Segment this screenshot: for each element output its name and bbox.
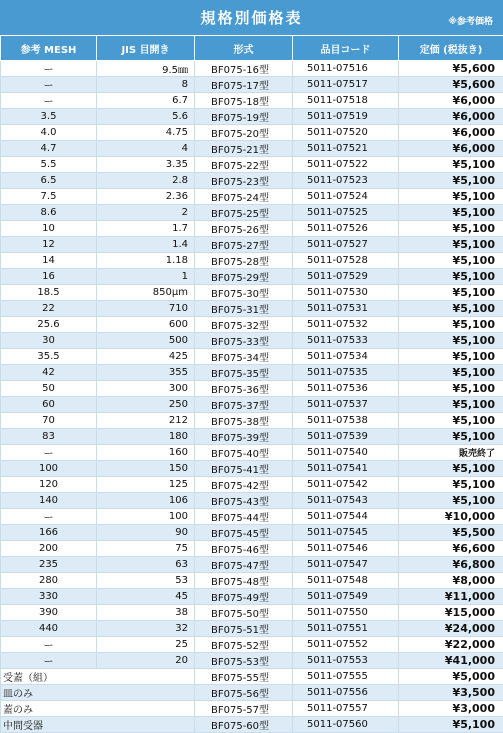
model-cell: BF075-56型	[195, 685, 293, 701]
table-row	[1, 701, 503, 717]
mesh-cell: ー	[1, 653, 97, 669]
model-cell: BF075-35型	[195, 365, 293, 381]
table-row	[1, 509, 503, 525]
mesh-cell: 3.5	[1, 109, 97, 125]
mesh-cell: 6.5	[1, 173, 97, 189]
mesh-cell: 390	[1, 605, 97, 621]
model-cell: BF075-19型	[195, 109, 293, 125]
jis-cell: 1	[97, 269, 195, 285]
table-row	[1, 205, 503, 221]
model-cell: BF075-39型	[195, 429, 293, 445]
code-cell: 5011-07556	[293, 685, 399, 701]
code-cell: 5011-07546	[293, 541, 399, 557]
table-row	[1, 269, 503, 285]
price-cell: ¥6,000	[399, 109, 503, 125]
table-row	[1, 541, 503, 557]
model-cell: BF075-55型	[195, 669, 293, 685]
price-cell: ¥3,000	[399, 701, 503, 717]
price-cell: ¥6,000	[399, 141, 503, 157]
jis-cell: 500	[97, 333, 195, 349]
mesh-cell: ー	[1, 61, 97, 77]
mesh-cell: 7.5	[1, 189, 97, 205]
price-cell: ¥5,100	[399, 381, 503, 397]
price-cell: ¥5,100	[399, 365, 503, 381]
model-cell: BF075-31型	[195, 301, 293, 317]
code-cell: 5011-07560	[293, 717, 399, 733]
table-row	[1, 77, 503, 93]
jis-cell: 2	[97, 205, 195, 221]
code-cell: 5011-07538	[293, 413, 399, 429]
jis-cell: 9.5㎜	[97, 61, 195, 77]
model-cell: BF075-52型	[195, 637, 293, 653]
mesh-cell: 18.5	[1, 285, 97, 301]
code-cell: 5011-07527	[293, 237, 399, 253]
jis-cell: 32	[97, 621, 195, 637]
table-row	[1, 557, 503, 573]
price-cell: ¥5,100	[399, 493, 503, 509]
code-cell: 5011-07524	[293, 189, 399, 205]
code-cell: 5011-07545	[293, 525, 399, 541]
price-cell: 販売終了	[399, 445, 503, 461]
price-cell: ¥5,100	[399, 413, 503, 429]
table-row	[1, 93, 503, 109]
table-row	[1, 365, 503, 381]
mesh-cell: ー	[1, 509, 97, 525]
mesh-cell: 35.5	[1, 349, 97, 365]
mesh-cell: 83	[1, 429, 97, 445]
jis-cell: 150	[97, 461, 195, 477]
price-cell: ¥6,000	[399, 93, 503, 109]
mesh-cell: 330	[1, 589, 97, 605]
code-cell: 5011-07516	[293, 61, 399, 77]
price-cell: ¥11,000	[399, 589, 503, 605]
mesh-cell: 10	[1, 221, 97, 237]
jis-cell: 25	[97, 637, 195, 653]
price-table	[0, 35, 503, 733]
price-cell: ¥5,100	[399, 221, 503, 237]
mesh-cell: 60	[1, 397, 97, 413]
jis-cell: 180	[97, 429, 195, 445]
price-cell: ¥41,000	[399, 653, 503, 669]
model-cell: BF075-22型	[195, 157, 293, 173]
table-row	[1, 669, 503, 685]
code-cell: 5011-07536	[293, 381, 399, 397]
jis-cell: 1.4	[97, 237, 195, 253]
model-cell: BF075-23型	[195, 173, 293, 189]
mesh-cell: 166	[1, 525, 97, 541]
table-row	[1, 685, 503, 701]
mesh-cell: 4.7	[1, 141, 97, 157]
price-cell: ¥15,000	[399, 605, 503, 621]
table-row	[1, 173, 503, 189]
code-cell: 5011-07535	[293, 365, 399, 381]
code-cell: 5011-07520	[293, 125, 399, 141]
price-cell: ¥5,100	[399, 173, 503, 189]
table-row	[1, 621, 503, 637]
code-cell: 5011-07555	[293, 669, 399, 685]
model-cell: BF075-38型	[195, 413, 293, 429]
table-row	[1, 477, 503, 493]
header-jis: JIS 目開き	[97, 36, 195, 61]
mesh-cell: 22	[1, 301, 97, 317]
code-cell: 5011-07519	[293, 109, 399, 125]
code-cell: 5011-07541	[293, 461, 399, 477]
table-row	[1, 253, 503, 269]
table-row	[1, 221, 503, 237]
accessory-name-cell: 受蓋（組）	[1, 669, 195, 685]
header-model: 形式	[195, 36, 293, 61]
header-price: 定価 (税抜き)	[399, 36, 503, 61]
header-mesh: 参考 MESH	[1, 36, 97, 61]
mesh-cell: 120	[1, 477, 97, 493]
table-row	[1, 349, 503, 365]
mesh-cell: ー	[1, 445, 97, 461]
code-cell: 5011-07539	[293, 429, 399, 445]
price-cell: ¥8,000	[399, 573, 503, 589]
price-cell: ¥6,800	[399, 557, 503, 573]
model-cell: BF075-17型	[195, 77, 293, 93]
header-code: 品目コード	[293, 36, 399, 61]
jis-cell: 160	[97, 445, 195, 461]
mesh-cell: 16	[1, 269, 97, 285]
table-row	[1, 285, 503, 301]
price-cell: ¥3,500	[399, 685, 503, 701]
code-cell: 5011-07525	[293, 205, 399, 221]
mesh-cell: ー	[1, 637, 97, 653]
jis-cell: 90	[97, 525, 195, 541]
code-cell: 5011-07523	[293, 173, 399, 189]
table-row	[1, 717, 503, 733]
jis-cell: 20	[97, 653, 195, 669]
mesh-cell: 235	[1, 557, 97, 573]
price-cell: ¥22,000	[399, 637, 503, 653]
mesh-cell: 42	[1, 365, 97, 381]
table-row	[1, 573, 503, 589]
jis-cell: 300	[97, 381, 195, 397]
jis-cell: 2.36	[97, 189, 195, 205]
code-cell: 5011-07531	[293, 301, 399, 317]
page-title: 規格別価格表	[0, 7, 503, 28]
price-cell: ¥5,100	[399, 317, 503, 333]
model-cell: BF075-36型	[195, 381, 293, 397]
mesh-cell: 12	[1, 237, 97, 253]
price-cell: ¥5,100	[399, 189, 503, 205]
model-cell: BF075-48型	[195, 573, 293, 589]
model-cell: BF075-30型	[195, 285, 293, 301]
mesh-cell: 200	[1, 541, 97, 557]
jis-cell: 63	[97, 557, 195, 573]
model-cell: BF075-49型	[195, 589, 293, 605]
price-cell: ¥5,100	[399, 237, 503, 253]
table-row	[1, 237, 503, 253]
price-cell: ¥5,100	[399, 253, 503, 269]
header-row	[1, 36, 503, 61]
table-row	[1, 109, 503, 125]
reference-price-note: ※参考価格	[448, 14, 493, 27]
mesh-cell: 140	[1, 493, 97, 509]
code-cell: 5011-07543	[293, 493, 399, 509]
price-cell: ¥24,000	[399, 621, 503, 637]
model-cell: BF075-18型	[195, 93, 293, 109]
model-cell: BF075-45型	[195, 525, 293, 541]
model-cell: BF075-16型	[195, 61, 293, 77]
jis-cell: 75	[97, 541, 195, 557]
price-cell: ¥5,100	[399, 717, 503, 733]
mesh-cell: ー	[1, 77, 97, 93]
code-cell: 5011-07517	[293, 77, 399, 93]
price-cell: ¥5,100	[399, 301, 503, 317]
code-cell: 5011-07542	[293, 477, 399, 493]
model-cell: BF075-46型	[195, 541, 293, 557]
mesh-cell: 4.0	[1, 125, 97, 141]
model-cell: BF075-60型	[195, 717, 293, 733]
price-cell: ¥5,500	[399, 525, 503, 541]
code-cell: 5011-07530	[293, 285, 399, 301]
code-cell: 5011-07553	[293, 653, 399, 669]
table-row	[1, 637, 503, 653]
code-cell: 5011-07532	[293, 317, 399, 333]
accessory-name-cell: 蓋のみ	[1, 701, 195, 717]
price-cell: ¥5,600	[399, 61, 503, 77]
model-cell: BF075-21型	[195, 141, 293, 157]
model-cell: BF075-50型	[195, 605, 293, 621]
jis-cell: 38	[97, 605, 195, 621]
mesh-cell: 50	[1, 381, 97, 397]
model-cell: BF075-47型	[195, 557, 293, 573]
code-cell: 5011-07557	[293, 701, 399, 717]
table-row	[1, 413, 503, 429]
price-cell: ¥5,100	[399, 349, 503, 365]
jis-cell: 106	[97, 493, 195, 509]
table-row	[1, 333, 503, 349]
table-row	[1, 381, 503, 397]
jis-cell: 355	[97, 365, 195, 381]
price-cell: ¥10,000	[399, 509, 503, 525]
jis-cell: 8	[97, 77, 195, 93]
code-cell: 5011-07526	[293, 221, 399, 237]
table-row	[1, 125, 503, 141]
table-row	[1, 653, 503, 669]
model-cell: BF075-29型	[195, 269, 293, 285]
jis-cell: 850μm	[97, 285, 195, 301]
table-row	[1, 493, 503, 509]
table-row	[1, 605, 503, 621]
mesh-cell: 30	[1, 333, 97, 349]
code-cell: 5011-07548	[293, 573, 399, 589]
price-cell: ¥5,100	[399, 461, 503, 477]
jis-cell: 250	[97, 397, 195, 413]
code-cell: 5011-07522	[293, 157, 399, 173]
model-cell: BF075-28型	[195, 253, 293, 269]
model-cell: BF075-27型	[195, 237, 293, 253]
price-cell: ¥5,100	[399, 269, 503, 285]
code-cell: 5011-07551	[293, 621, 399, 637]
code-cell: 5011-07518	[293, 93, 399, 109]
table-row	[1, 141, 503, 157]
jis-cell: 425	[97, 349, 195, 365]
table-row	[1, 61, 503, 77]
table-row	[1, 589, 503, 605]
table-row	[1, 429, 503, 445]
model-cell: BF075-34型	[195, 349, 293, 365]
jis-cell: 45	[97, 589, 195, 605]
price-cell: ¥5,100	[399, 157, 503, 173]
mesh-cell: ー	[1, 93, 97, 109]
code-cell: 5011-07544	[293, 509, 399, 525]
table-row	[1, 525, 503, 541]
code-cell: 5011-07534	[293, 349, 399, 365]
jis-cell: 6.7	[97, 93, 195, 109]
model-cell: BF075-25型	[195, 205, 293, 221]
price-cell: ¥5,000	[399, 669, 503, 685]
price-cell: ¥6,000	[399, 125, 503, 141]
jis-cell: 600	[97, 317, 195, 333]
mesh-cell: 8.6	[1, 205, 97, 221]
jis-cell: 2.8	[97, 173, 195, 189]
code-cell: 5011-07521	[293, 141, 399, 157]
price-cell: ¥5,100	[399, 429, 503, 445]
table-row	[1, 301, 503, 317]
code-cell: 5011-07529	[293, 269, 399, 285]
code-cell: 5011-07533	[293, 333, 399, 349]
code-cell: 5011-07540	[293, 445, 399, 461]
code-cell: 5011-07528	[293, 253, 399, 269]
model-cell: BF075-33型	[195, 333, 293, 349]
jis-cell: 5.6	[97, 109, 195, 125]
table-row	[1, 445, 503, 461]
code-cell: 5011-07547	[293, 557, 399, 573]
table-row	[1, 189, 503, 205]
code-cell: 5011-07537	[293, 397, 399, 413]
price-cell: ¥6,600	[399, 541, 503, 557]
model-cell: BF075-42型	[195, 477, 293, 493]
price-cell: ¥5,100	[399, 397, 503, 413]
jis-cell: 1.7	[97, 221, 195, 237]
price-cell: ¥5,600	[399, 77, 503, 93]
jis-cell: 4	[97, 141, 195, 157]
jis-cell: 100	[97, 509, 195, 525]
mesh-cell: 70	[1, 413, 97, 429]
price-cell: ¥5,100	[399, 205, 503, 221]
jis-cell: 1.18	[97, 253, 195, 269]
jis-cell: 710	[97, 301, 195, 317]
model-cell: BF075-26型	[195, 221, 293, 237]
model-cell: BF075-24型	[195, 189, 293, 205]
jis-cell: 212	[97, 413, 195, 429]
title-bar	[0, 0, 503, 35]
jis-cell: 125	[97, 477, 195, 493]
model-cell: BF075-43型	[195, 493, 293, 509]
table-row	[1, 397, 503, 413]
mesh-cell: 440	[1, 621, 97, 637]
table-row	[1, 461, 503, 477]
code-cell: 5011-07552	[293, 637, 399, 653]
jis-cell: 53	[97, 573, 195, 589]
mesh-cell: 14	[1, 253, 97, 269]
model-cell: BF075-37型	[195, 397, 293, 413]
jis-cell: 4.75	[97, 125, 195, 141]
model-cell: BF075-20型	[195, 125, 293, 141]
jis-cell: 3.35	[97, 157, 195, 173]
price-cell: ¥5,100	[399, 477, 503, 493]
model-cell: BF075-57型	[195, 701, 293, 717]
model-cell: BF075-44型	[195, 509, 293, 525]
table-row	[1, 157, 503, 173]
code-cell: 5011-07550	[293, 605, 399, 621]
accessory-name-cell: 中間受器	[1, 717, 195, 733]
price-cell: ¥5,100	[399, 285, 503, 301]
mesh-cell: 100	[1, 461, 97, 477]
model-cell: BF075-53型	[195, 653, 293, 669]
mesh-cell: 25.6	[1, 317, 97, 333]
model-cell: BF075-40型	[195, 445, 293, 461]
mesh-cell: 5.5	[1, 157, 97, 173]
price-cell: ¥5,100	[399, 333, 503, 349]
mesh-cell: 280	[1, 573, 97, 589]
model-cell: BF075-41型	[195, 461, 293, 477]
code-cell: 5011-07549	[293, 589, 399, 605]
model-cell: BF075-32型	[195, 317, 293, 333]
model-cell: BF075-51型	[195, 621, 293, 637]
table-row	[1, 317, 503, 333]
accessory-name-cell: 皿のみ	[1, 685, 195, 701]
